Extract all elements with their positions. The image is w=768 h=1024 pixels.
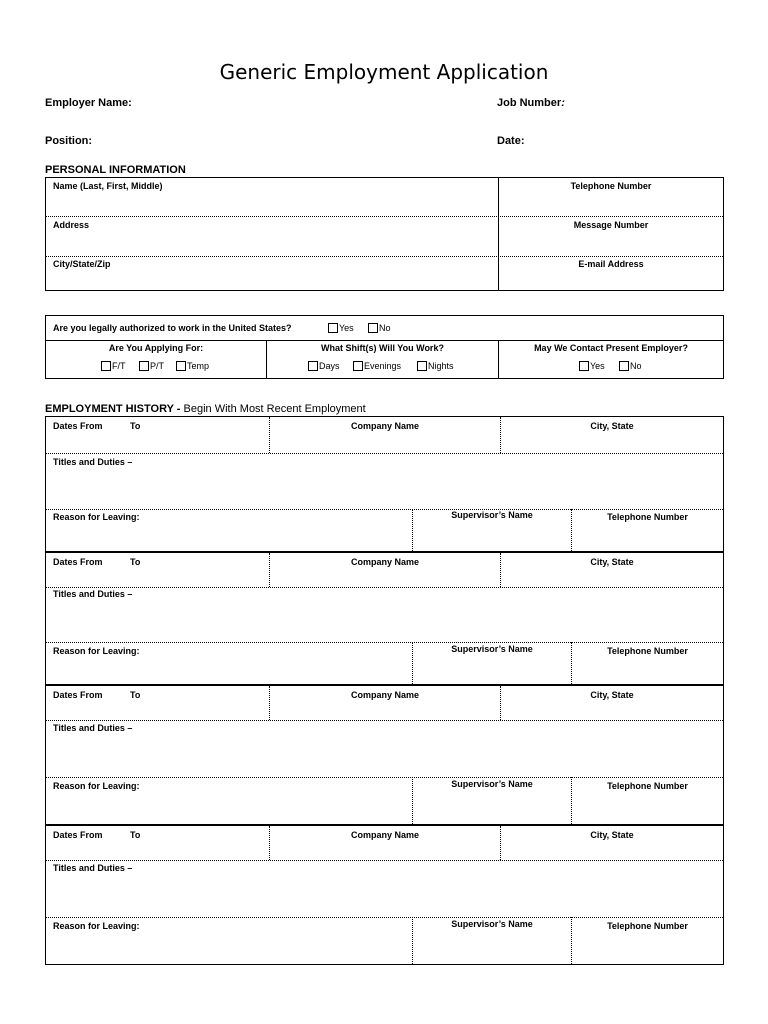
- reason-leaving-label: Reason for Leaving:: [53, 781, 140, 791]
- contact-employer-label: May We Contact Present Employer?: [534, 343, 688, 353]
- authorized-no-label: No: [379, 323, 391, 333]
- position-label: Position:: [45, 135, 93, 147]
- reason-leaving-label: Reason for Leaving:: [53, 646, 140, 656]
- page-title: Generic Employment Application: [219, 60, 549, 84]
- evenings-label: Evenings: [364, 361, 402, 371]
- titles-duties-label: Titles and Duties –: [53, 863, 133, 873]
- availability-table: [45, 315, 724, 379]
- titles-duties-label: Titles and Duties –: [53, 457, 133, 467]
- company-name-label: Company Name: [350, 421, 420, 431]
- dates-to-label: To: [130, 557, 141, 567]
- employer-telephone-label: Telephone Number: [607, 646, 688, 656]
- ft-checkbox[interactable]: [101, 361, 111, 371]
- company-name-label: Company Name: [350, 557, 420, 567]
- work-authorization-question: Are you legally authorized to work in the United States?: [53, 323, 292, 333]
- temp-checkbox[interactable]: [176, 361, 186, 371]
- city-state-label: City, State: [590, 421, 634, 431]
- dates-to-label: To: [130, 830, 141, 840]
- contact-yes-checkbox[interactable]: [579, 361, 589, 371]
- email-field-label: E-mail Address: [578, 259, 644, 269]
- supervisor-name-label: Supervisor’s Name: [451, 510, 533, 520]
- employer-telephone-label: Telephone Number: [607, 921, 688, 931]
- personal-info-heading: PERSONAL INFORMATION: [45, 164, 186, 176]
- employment-history-heading: EMPLOYMENT HISTORY - Begin With Most Recent Employment: [45, 403, 366, 415]
- evenings-checkbox[interactable]: [353, 361, 363, 371]
- titles-duties-label: Titles and Duties –: [53, 589, 133, 599]
- employment-history-table: [45, 416, 724, 965]
- company-name-label: Company Name: [350, 690, 420, 700]
- city-state-label: City, State: [590, 557, 634, 567]
- pt-label: P/T: [150, 361, 165, 371]
- dates-from-label: Dates From: [53, 690, 103, 700]
- supervisor-name-label: Supervisor’s Name: [451, 919, 533, 929]
- temp-label: Temp: [187, 361, 210, 371]
- contact-no-checkbox[interactable]: [619, 361, 629, 371]
- nights-label: Nights: [428, 361, 454, 371]
- city-state-label: City, State: [590, 690, 634, 700]
- authorized-yes-checkbox[interactable]: [328, 323, 338, 333]
- city-state-label: City, State: [590, 830, 634, 840]
- reason-leaving-label: Reason for Leaving:: [53, 921, 140, 931]
- message-field-label: Message Number: [573, 220, 649, 230]
- dates-from-label: Dates From: [53, 830, 103, 840]
- dates-from-label: Dates From: [53, 557, 103, 567]
- supervisor-name-label: Supervisor’s Name: [451, 644, 533, 654]
- address-field-label: Address: [53, 220, 90, 230]
- contact-yes-label: Yes: [590, 361, 605, 371]
- days-label: Days: [319, 361, 340, 371]
- job-number-label: Job Number:: [497, 97, 565, 109]
- personal-info-table: [45, 177, 724, 291]
- pt-checkbox[interactable]: [139, 361, 149, 371]
- dates-to-label: To: [130, 690, 141, 700]
- employer-telephone-label: Telephone Number: [607, 781, 688, 791]
- city-field-label: City/State/Zip: [53, 259, 111, 269]
- days-checkbox[interactable]: [308, 361, 318, 371]
- authorized-yes-label: Yes: [339, 323, 354, 333]
- shifts-label: What Shift(s) Will You Work?: [321, 343, 444, 353]
- telephone-field-label: Telephone Number: [570, 181, 652, 191]
- company-name-label: Company Name: [350, 830, 420, 840]
- contact-no-label: No: [630, 361, 642, 371]
- supervisor-name-label: Supervisor’s Name: [451, 779, 533, 789]
- reason-leaving-label: Reason for Leaving:: [53, 512, 140, 522]
- applying-for-label: Are You Applying For:: [108, 343, 204, 353]
- dates-to-label: To: [130, 421, 141, 431]
- titles-duties-label: Titles and Duties –: [53, 723, 133, 733]
- ft-label: F/T: [112, 361, 126, 371]
- dates-from-label: Dates From: [53, 421, 103, 431]
- employer-name-label: Employer Name:: [45, 97, 132, 109]
- authorized-no-checkbox[interactable]: [368, 323, 378, 333]
- date-label: Date:: [497, 135, 525, 147]
- name-field-label: Name (Last, First, Middle): [53, 181, 163, 191]
- employer-telephone-label: Telephone Number: [607, 512, 688, 522]
- nights-checkbox[interactable]: [417, 361, 427, 371]
